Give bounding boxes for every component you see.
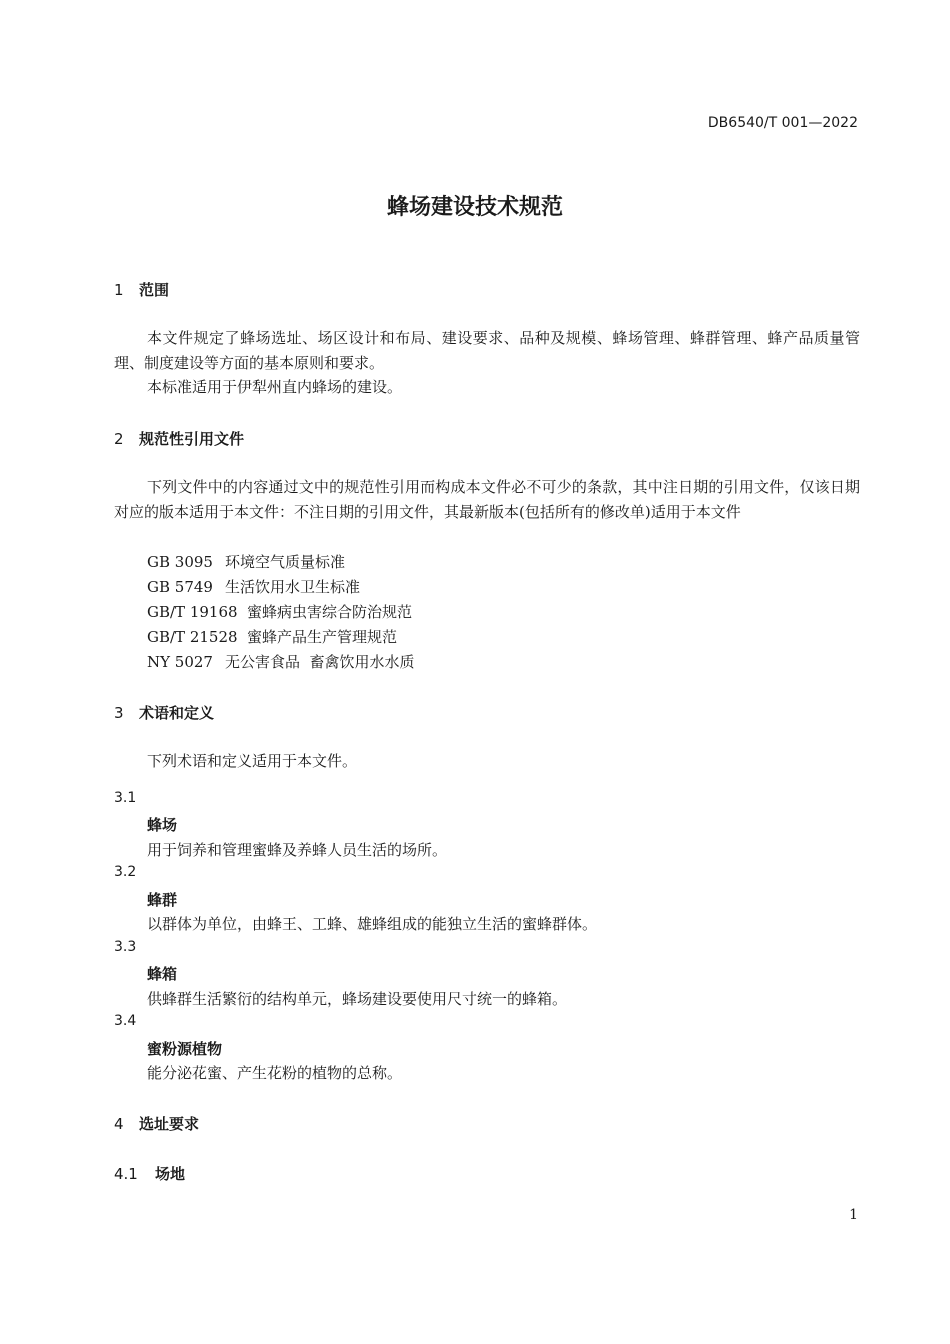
term-number: 3.4 <box>114 1013 137 1029</box>
subsection-number: 4.1 <box>114 1165 138 1183</box>
terms-intro-paragraph: 下列术语和定义适用于本文件。 <box>147 752 358 770</box>
reference-code: GB/T 19168 <box>147 603 238 621</box>
section-title: 选址要求 <box>139 1115 200 1133</box>
reference-name: 生活饮用水卫生标准 <box>225 578 361 596</box>
document-title: 蜂场建设技术规范 <box>386 195 563 220</box>
section-title: 术语和定义 <box>139 704 215 722</box>
term-number: 3.2 <box>114 864 137 880</box>
reference-item <box>147 551 345 572</box>
document-code: DB6540/T 001—2022 <box>707 115 858 131</box>
reference-name: 无公害食品 畜禽饮用水水质 <box>225 653 415 671</box>
section-title: 规范性引用文件 <box>139 430 245 448</box>
reference-item <box>147 601 412 622</box>
reference-code: GB 5749 <box>147 578 213 596</box>
section-2-heading <box>114 428 244 449</box>
reference-name: 蜜蜂产品生产管理规范 <box>247 628 398 646</box>
section-number: 1 <box>114 281 124 299</box>
reference-item <box>147 576 360 597</box>
reference-item <box>147 626 397 647</box>
reference-code: GB 3095 <box>147 553 213 571</box>
page-number: 1 <box>849 1207 858 1223</box>
section-4-heading <box>114 1113 199 1134</box>
reference-name: 环境空气质量标准 <box>225 553 346 571</box>
reference-code: GB/T 21528 <box>147 628 238 646</box>
reference-name: 蜜蜂病虫害综合防治规范 <box>247 603 413 621</box>
section-1-heading <box>114 279 169 300</box>
term-definition: 能分泌花蜜、产生花粉的植物的总称。 <box>147 1064 403 1082</box>
reference-item <box>147 651 415 672</box>
section-title: 范围 <box>139 281 170 299</box>
section-number: 4 <box>114 1115 124 1133</box>
term-definition: 以群体为单位，由蜂王、工蜂、雄蜂组成的能独立生活的蜜蜂群体。 <box>147 915 598 933</box>
term-definition: 用于饲养和管理蜜蜂及养蜂人员生活的场所。 <box>147 841 448 859</box>
term-name: 蜜粉源植物 <box>147 1040 223 1058</box>
term-number: 3.1 <box>114 790 137 806</box>
scope-paragraph-1: 本文件规定了蜂场选址、场区设计和布局、建设要求、品种及规模、蜂场管理、蜂群管理、蜂产品质量管理、制度建设等方面的基本原则和要求。 <box>114 329 860 372</box>
section-3-heading <box>114 702 214 723</box>
section-number: 2 <box>114 430 124 448</box>
scope-paragraph-2: 本标准适用于伊犁州直内蜂场的建设。 <box>147 378 403 396</box>
reference-code: NY 5027 <box>147 653 213 671</box>
term-name: 蜂场 <box>147 816 178 834</box>
term-name: 蜂箱 <box>147 965 178 983</box>
normative-references-paragraph: 下列文件中的内容通过文中的规范性引用而构成本文件必不可少的条款，其中注日期的引用文件，仅该日期对应的版本适用于本文件：不注日期的引用文件，其最新版本(包括所有的修改单)适用于本文件 <box>114 478 860 521</box>
subsection-title: 场地 <box>155 1165 186 1183</box>
section-number: 3 <box>114 704 124 722</box>
term-definition: 供蜂群生活繁衍的结构单元，蜂场建设要使用尺寸统一的蜂箱。 <box>147 990 568 1008</box>
subsection-4-1-heading <box>114 1163 185 1184</box>
term-name: 蜂群 <box>147 891 178 909</box>
term-number: 3.3 <box>114 939 137 955</box>
